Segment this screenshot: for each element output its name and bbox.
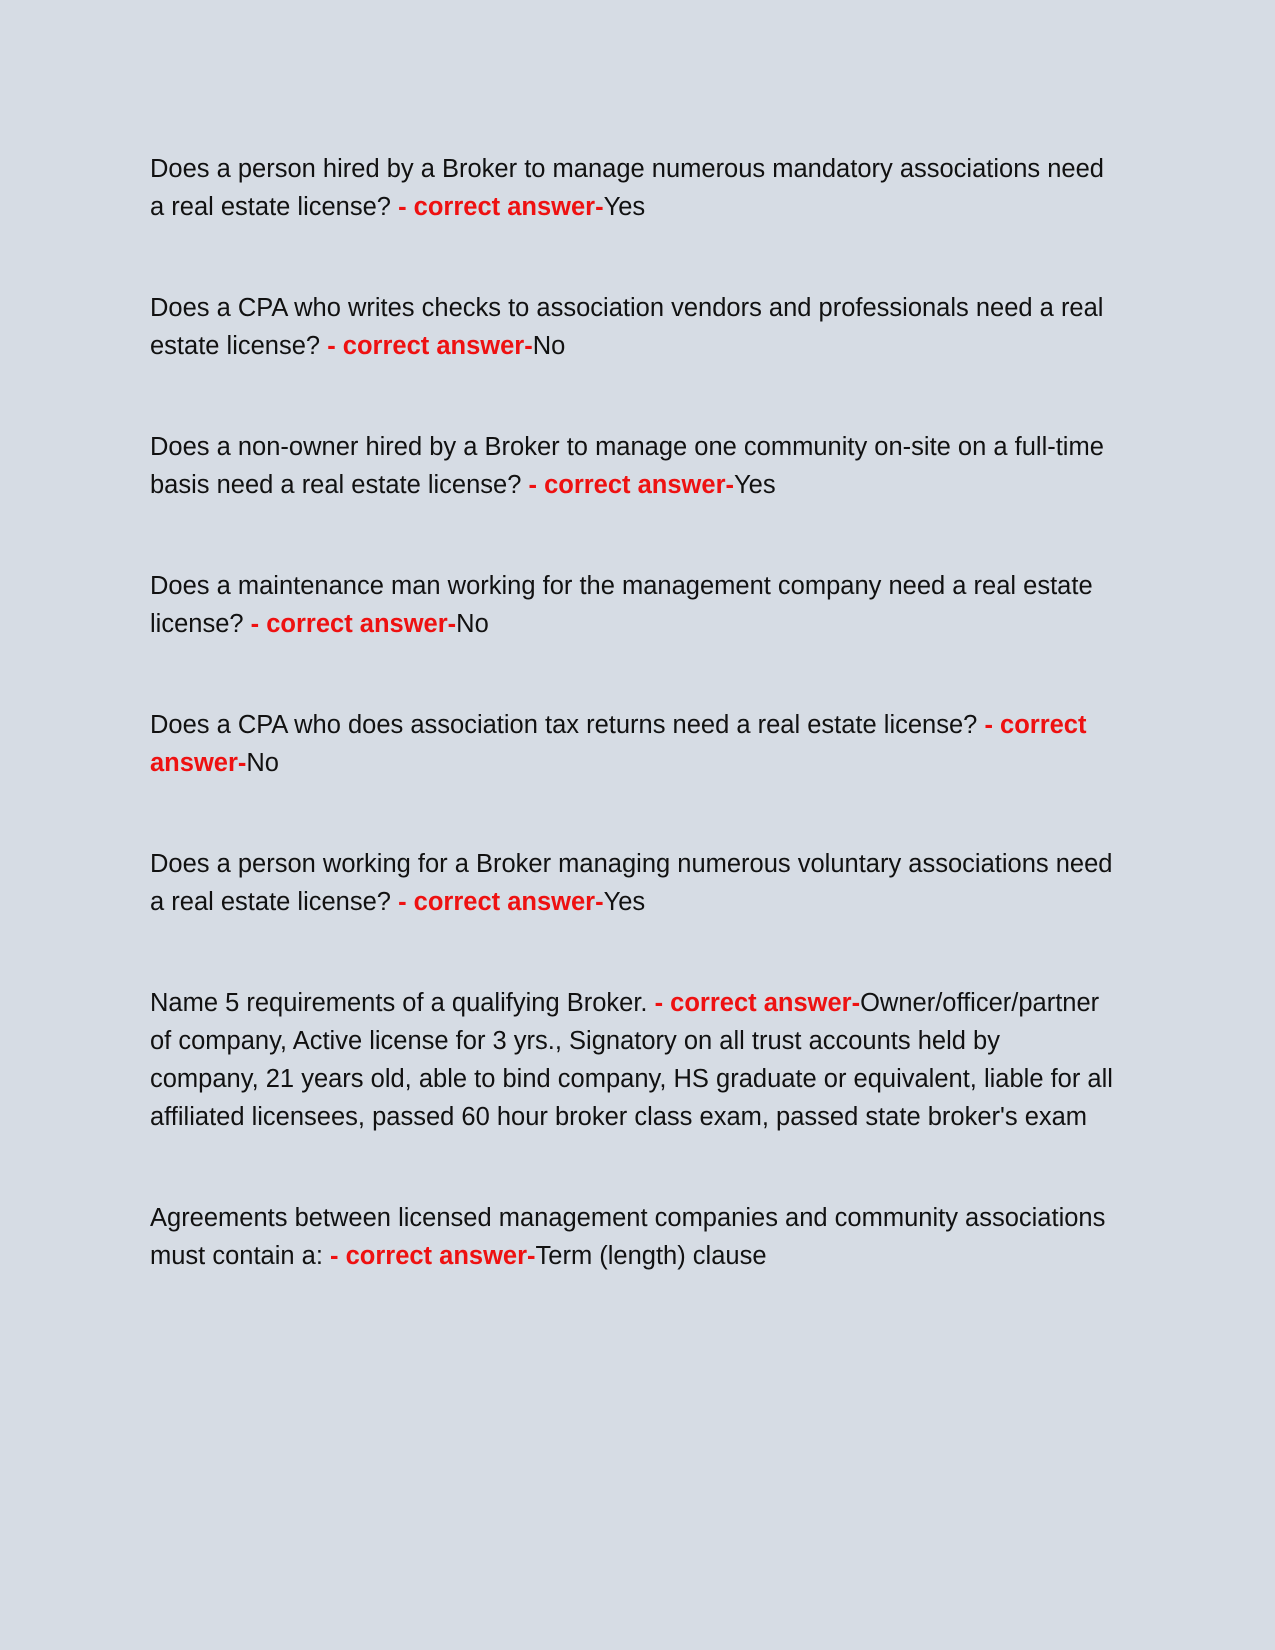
correct-answer-marker: - correct answer- xyxy=(327,332,533,360)
correct-answer-marker: - correct answer- xyxy=(150,711,1087,777)
question-text: Does a maintenance man working for the management company need a real estate license? xyxy=(150,572,1093,638)
question-text: Does a CPA who does association tax returns need a real estate license? xyxy=(150,711,978,739)
correct-answer-marker: - correct answer- xyxy=(528,471,734,499)
answer-text: No xyxy=(532,332,566,360)
correct-answer-marker: - correct answer- xyxy=(398,193,604,221)
question-text: Name 5 requirements of a qualifying Broker. xyxy=(150,989,648,1017)
answer-text: Yes xyxy=(603,193,646,221)
correct-answer-marker: - correct answer- xyxy=(250,610,457,638)
correct-answer-marker: - correct answer- xyxy=(330,1242,536,1270)
document-page xyxy=(150,150,1115,1338)
answer-text: Owner/officer/partner of company, Active license for 3 yrs., Signatory on all trust accounts held by company, 21 years old, able to bind company, HS graduate or equivalent, liable for all affiliated licensees, passed 60 hour broker class exam, passed state broker's exam xyxy=(150,989,1113,1131)
answer-text: No xyxy=(456,610,489,638)
answer-text: No xyxy=(246,749,279,777)
question-text: Does a non-owner hired by a Broker to manage one community on-site on a full-time basis need a real estate license? xyxy=(150,433,1104,499)
correct-answer-marker: - correct answer- xyxy=(398,888,604,916)
qa-item xyxy=(150,845,1115,921)
qa-item xyxy=(150,1199,1115,1275)
qa-item xyxy=(150,428,1115,504)
qa-item xyxy=(150,984,1115,1136)
answer-text: Yes xyxy=(734,471,776,499)
correct-answer-marker: - correct answer- xyxy=(654,989,861,1017)
qa-item xyxy=(150,567,1115,643)
question-text: Does a person hired by a Broker to manage numerous mandatory associations need a real estate license? xyxy=(150,155,1104,221)
answer-text: Term (length) clause xyxy=(535,1242,767,1270)
qa-item xyxy=(150,289,1115,365)
question-text: Does a person working for a Broker managing numerous voluntary associations need a real estate license? xyxy=(150,850,1113,916)
answer-text: Yes xyxy=(603,888,646,916)
qa-item xyxy=(150,150,1115,226)
question-text: Does a CPA who writes checks to association vendors and professionals need a real estate license? xyxy=(150,294,1104,360)
question-text: Agreements between licensed management companies and community associations must contain a: xyxy=(150,1204,1106,1270)
qa-item xyxy=(150,706,1115,782)
